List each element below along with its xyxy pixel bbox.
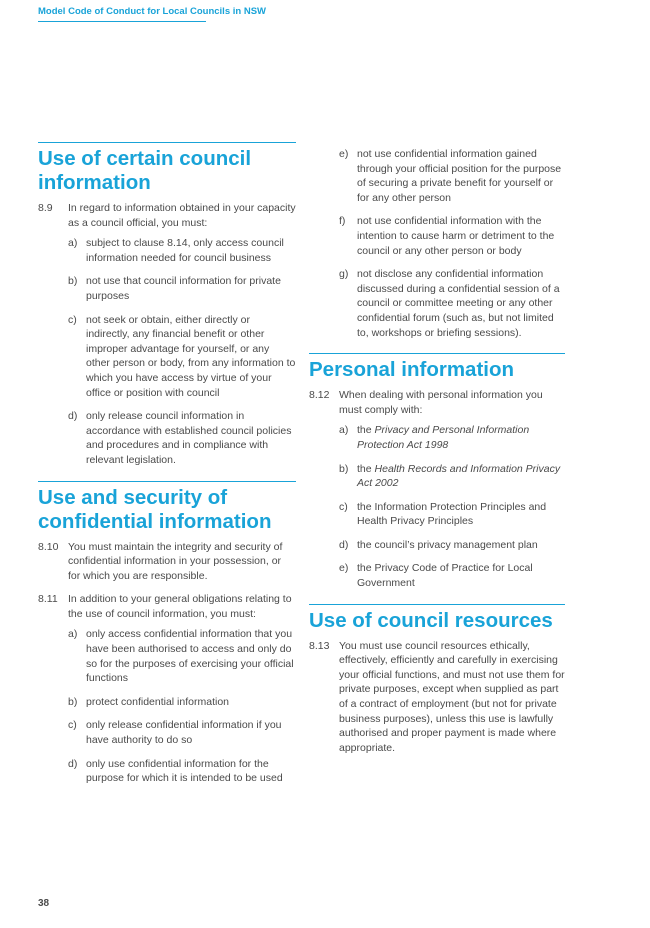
item-text-prefix: the [357, 462, 375, 475]
clause-number: 8.13 [309, 639, 330, 652]
clause-text: You must maintain the integrity and security of confidential information in your possession, or for which you are responsible. [68, 540, 283, 582]
clause-text: You must use council resources ethically, effectively, efficiently and carefully in exercising your official functions, and must not use them for private purposes, except when supplied as part of a contract of employment (but not for private business purposes), unless this use is lawfully authorised and proper payment is made where appropriate. [339, 639, 565, 754]
section-heading: Use of council resources [309, 608, 553, 632]
section-personal-information [309, 353, 565, 591]
item-text-prefix: the [357, 424, 375, 437]
item-text: only release confidential information if you have authority to do so [86, 719, 282, 747]
item-text: not seek or obtain, either directly or indirectly, any financial benefit or other improper advantage for yourself, or any other person or body, from any information to which you have access by virtue of your office or position with council [86, 313, 296, 399]
section-heading: Personal information [309, 358, 515, 382]
item-text: not disclose any confidential information discussed during a confidential session of a council or committee meeting or any other confidential forum (such as, but not limited to, workshops or briefing sessions). [357, 268, 560, 339]
item-label: b) [68, 695, 78, 708]
clause-8-10 [38, 540, 296, 584]
item-label: a) [68, 237, 78, 250]
section-heading: Use of certain council information [38, 147, 252, 194]
section-heading: Use and security of confidential information [38, 485, 272, 533]
item-text: the Information Protection Principles and Health Privacy Principles [357, 500, 547, 528]
list-item [309, 500, 565, 529]
section-rule [38, 142, 296, 143]
clause-8-12 [309, 388, 565, 417]
page-number: 38 [38, 898, 50, 909]
list-item [309, 538, 565, 553]
item-text: protect confidential information [86, 695, 229, 708]
list-item [38, 757, 296, 786]
item-text: the council’s privacy management plan [357, 538, 538, 551]
item-label: f) [339, 215, 346, 228]
right-column [309, 147, 565, 761]
list-item [38, 313, 296, 401]
item-text: not use confidential information with the intention to cause harm or detriment to the council or any other person or body [357, 215, 555, 257]
item-label: c) [68, 313, 77, 326]
clause-number: 8.9 [38, 202, 53, 214]
list-item [38, 718, 296, 747]
item-text: not use confidential information gained through your official position for the purpose of securing a private benefit for yourself or for any other person [357, 148, 562, 204]
list-item [309, 267, 565, 340]
item-label: e) [339, 562, 349, 575]
list-item [309, 214, 565, 258]
list-item [38, 695, 296, 710]
clause-text: In addition to your general obligations relating to the use of council information, you must: [68, 593, 292, 620]
item-label: d) [68, 757, 78, 770]
item-label: a) [68, 628, 78, 641]
left-column [38, 142, 296, 795]
clause-text: In regard to information obtained in your capacity as a council official, you must: [68, 202, 296, 229]
list-item [309, 462, 565, 491]
section-use-of-council-resources [309, 604, 565, 756]
act-title: Privacy and Personal Information Protection Act 1998 [357, 424, 530, 451]
clause-text: When dealing with personal information you must comply with: [339, 389, 543, 416]
running-header: Model Code of Conduct for Local Councils in NSW [38, 6, 266, 17]
list-item [38, 236, 296, 265]
section-use-of-certain-council-information [38, 142, 296, 468]
item-text: only use confidential information for the purpose for which it is intended to be used [86, 757, 283, 785]
item-label: c) [339, 500, 348, 513]
section-rule [309, 604, 565, 605]
item-label: e) [339, 148, 349, 160]
clause-8-13 [309, 639, 565, 756]
item-text: the Privacy Code of Practice for Local Government [357, 562, 533, 590]
list-item [309, 147, 565, 205]
clause-8-9 [38, 201, 296, 230]
item-label: g) [339, 268, 349, 281]
clause-number: 8.10 [38, 540, 59, 553]
list-item [38, 627, 296, 685]
list-item [38, 409, 296, 467]
item-label: d) [68, 410, 78, 423]
list-item [38, 274, 296, 303]
clause-number: 8.11 [38, 593, 58, 606]
clause-number: 8.12 [309, 389, 330, 402]
section-rule [309, 353, 565, 354]
section-use-and-security-of-confidential-information [38, 481, 296, 786]
act-title: Health Records and Information Privacy Act 2002 [357, 462, 561, 490]
item-text: only release council information in accordance with established council policies and procedures and in compliance with relevant legislation. [86, 410, 292, 466]
item-text: not use that council information for private purposes [86, 275, 281, 302]
item-label: d) [339, 538, 349, 551]
item-label: b) [339, 462, 349, 475]
header-rule [38, 21, 206, 22]
item-text: only access confidential information that you have been authorised to access and only do so for the purposes of exercising your official functions [86, 628, 294, 685]
item-text: subject to clause 8.14, only access council information needed for council business [86, 237, 284, 264]
list-item [309, 423, 565, 452]
clause-8-11 [38, 592, 296, 621]
item-label: a) [339, 424, 349, 437]
item-label: c) [68, 719, 77, 732]
item-label: b) [68, 275, 78, 288]
list-item [309, 561, 565, 590]
section-rule [38, 481, 296, 482]
